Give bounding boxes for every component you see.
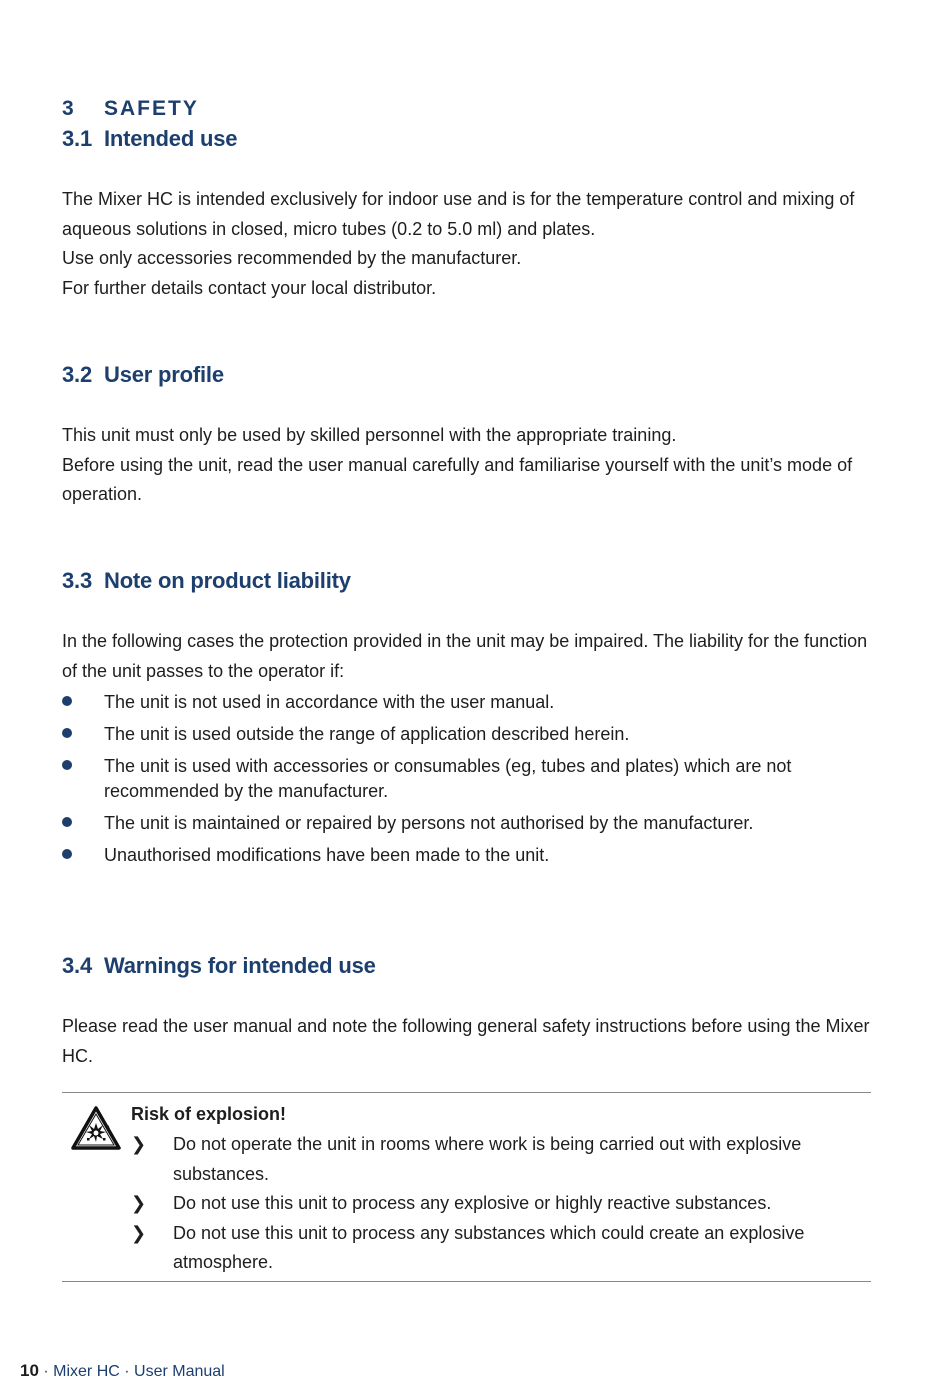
- chevron-right-icon: ❯: [131, 1134, 147, 1154]
- list-item: [62, 811, 877, 836]
- section-number: 3.1: [62, 126, 92, 151]
- paragraph: Before using the unit, read the user manual carefully and familiarise yourself with the unit’s mode of operation.: [62, 454, 853, 504]
- list-item-text: Unauthorised modifications have been made to the unit.: [104, 845, 550, 865]
- user-profile-text: [62, 421, 877, 510]
- explosion-warning-box: [62, 1092, 871, 1282]
- list-item: [131, 1219, 861, 1278]
- paragraph: Use only accessories recommended by the manufacturer.: [62, 248, 522, 268]
- paragraph: For further details contact your local distributor.: [62, 277, 437, 298]
- list-item: [62, 690, 877, 715]
- section-number: 3.2: [62, 362, 92, 387]
- bullet-dot-icon: [62, 817, 72, 827]
- chevron-right-icon: ❯: [131, 1222, 147, 1243]
- section-title: Intended use: [104, 126, 238, 151]
- liability-bullet-list: [62, 690, 877, 875]
- list-item-text: Do not use this unit to process any explosive or highly reactive substances.: [173, 1193, 772, 1213]
- bullet-dot-icon: [62, 728, 72, 738]
- section-heading-intended-use: [62, 126, 237, 152]
- intended-use-text: [62, 185, 877, 303]
- list-item-text: The unit is used with accessories or consumables (eg, tubes and plates) which are not recommended by the manufacturer.: [104, 756, 792, 801]
- paragraph: This unit must only be used by skilled personnel with the appropriate training.: [62, 425, 677, 445]
- bullet-dot-icon: [62, 849, 72, 859]
- chevron-right-icon: ❯: [131, 1193, 147, 1213]
- chapter-title: SAFETY: [104, 97, 199, 120]
- list-item-text: Do not operate the unit in rooms where work is being carried out with explosive substances.: [173, 1134, 802, 1184]
- section-number: 3.4: [62, 953, 92, 978]
- list-item: [131, 1189, 861, 1219]
- chapter-heading: [62, 97, 199, 121]
- footer-text: · Mixer HC · User Manual: [38, 1363, 225, 1380]
- list-item-text: The unit is not used in accordance with the user manual.: [104, 692, 555, 712]
- page-footer: [20, 1361, 225, 1381]
- section-title: User profile: [104, 362, 224, 387]
- paragraph: The Mixer HC is intended exclusively for indoor use and is for the temperature control and mixing of aqueous solutions in closed, micro tubes (0.2 to 5.0 ml) and plates.: [62, 189, 855, 239]
- explosion-hazard-icon: [70, 1105, 122, 1156]
- list-item-text: The unit is used outside the range of application described herein.: [104, 724, 630, 744]
- list-item: [62, 722, 877, 747]
- chapter-number: 3: [62, 97, 76, 120]
- section-number: 3.3: [62, 568, 92, 593]
- product-liability-text: [62, 627, 877, 686]
- list-item-text: Do not use this unit to process any substances which could create an explosive atmosphere.: [173, 1222, 805, 1272]
- list-item: [131, 1130, 861, 1189]
- section-heading-warnings: [62, 953, 376, 979]
- page-number: 10: [20, 1361, 39, 1380]
- section-title: Note on product liability: [104, 568, 351, 593]
- bullet-dot-icon: [62, 760, 72, 770]
- list-item: [62, 754, 877, 804]
- paragraph: Please read the user manual and note the following general safety instructions before using the Mixer HC.: [62, 1016, 870, 1066]
- section-heading-user-profile: [62, 362, 224, 388]
- list-item-text: The unit is maintained or repaired by persons not authorised by the manufacturer.: [104, 813, 754, 833]
- section-title: Warnings for intended use: [104, 953, 376, 978]
- bullet-dot-icon: [62, 696, 72, 706]
- list-item: [62, 843, 877, 868]
- paragraph: In the following cases the protection provided in the unit may be impaired. The liability for the function of the unit passes to the operator if:: [62, 631, 868, 681]
- warning-title: Risk of explosion!: [131, 1104, 287, 1124]
- warnings-intro-text: [62, 1012, 877, 1071]
- warning-list: [131, 1130, 861, 1278]
- section-heading-product-liability: [62, 568, 351, 594]
